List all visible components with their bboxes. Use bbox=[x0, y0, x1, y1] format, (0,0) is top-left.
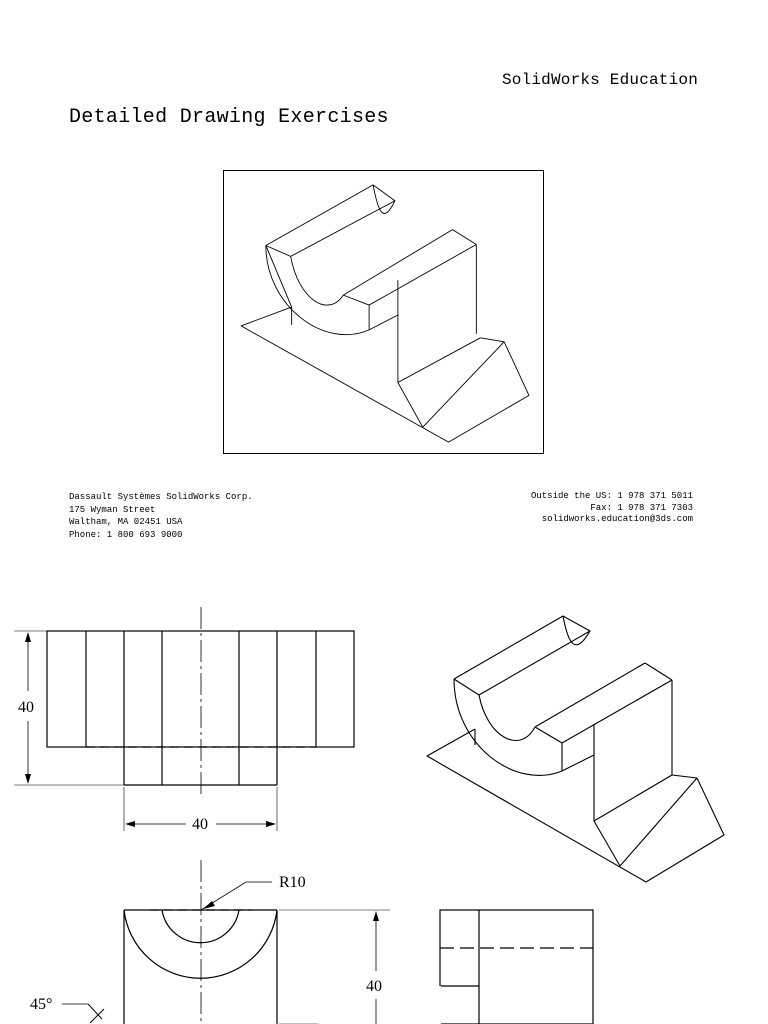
address-line: Waltham, MA 02451 USA bbox=[69, 517, 183, 527]
top-view bbox=[62, 860, 390, 1024]
base-top-edge bbox=[398, 338, 480, 383]
top-height-dimension: 40 bbox=[366, 978, 382, 995]
isometric-figure-frame bbox=[223, 170, 544, 454]
front-view bbox=[14, 607, 354, 831]
base-plate-outline bbox=[241, 307, 529, 442]
drawing-views bbox=[0, 595, 768, 1024]
side-view bbox=[440, 910, 593, 1024]
base-chamfer-edge bbox=[423, 342, 504, 427]
front-width-dimension: 40 bbox=[192, 816, 208, 833]
address-line: Dassault Systèmes SolidWorks Corp. bbox=[69, 492, 253, 502]
cradle-outer-arc bbox=[266, 245, 369, 334]
company-contact bbox=[531, 491, 693, 526]
company-address bbox=[69, 491, 253, 541]
contact-line: Fax: 1 978 371 7303 bbox=[590, 502, 693, 513]
address-line: 175 Wyman Street bbox=[69, 504, 156, 515]
technical-drawing bbox=[0, 595, 768, 1024]
isometric-figure bbox=[224, 171, 543, 453]
contact-line: solidworks.education@3ds.com bbox=[541, 514, 693, 524]
isometric-view bbox=[427, 616, 724, 882]
brand-name: SolidWorks Education bbox=[501, 71, 698, 89]
page-title: Detailed Drawing Exercises bbox=[69, 106, 389, 129]
contact-line: Outside the US: 1 978 371 5011 bbox=[530, 491, 693, 501]
cradle-inner-arc bbox=[291, 256, 344, 305]
radius-dimension: R10 bbox=[279, 874, 306, 891]
chamfer-angle-dimension: 45° bbox=[30, 996, 53, 1013]
front-height-dimension: 40 bbox=[18, 699, 34, 716]
address-line: Phone: 1 800 693 9000 bbox=[69, 529, 183, 540]
